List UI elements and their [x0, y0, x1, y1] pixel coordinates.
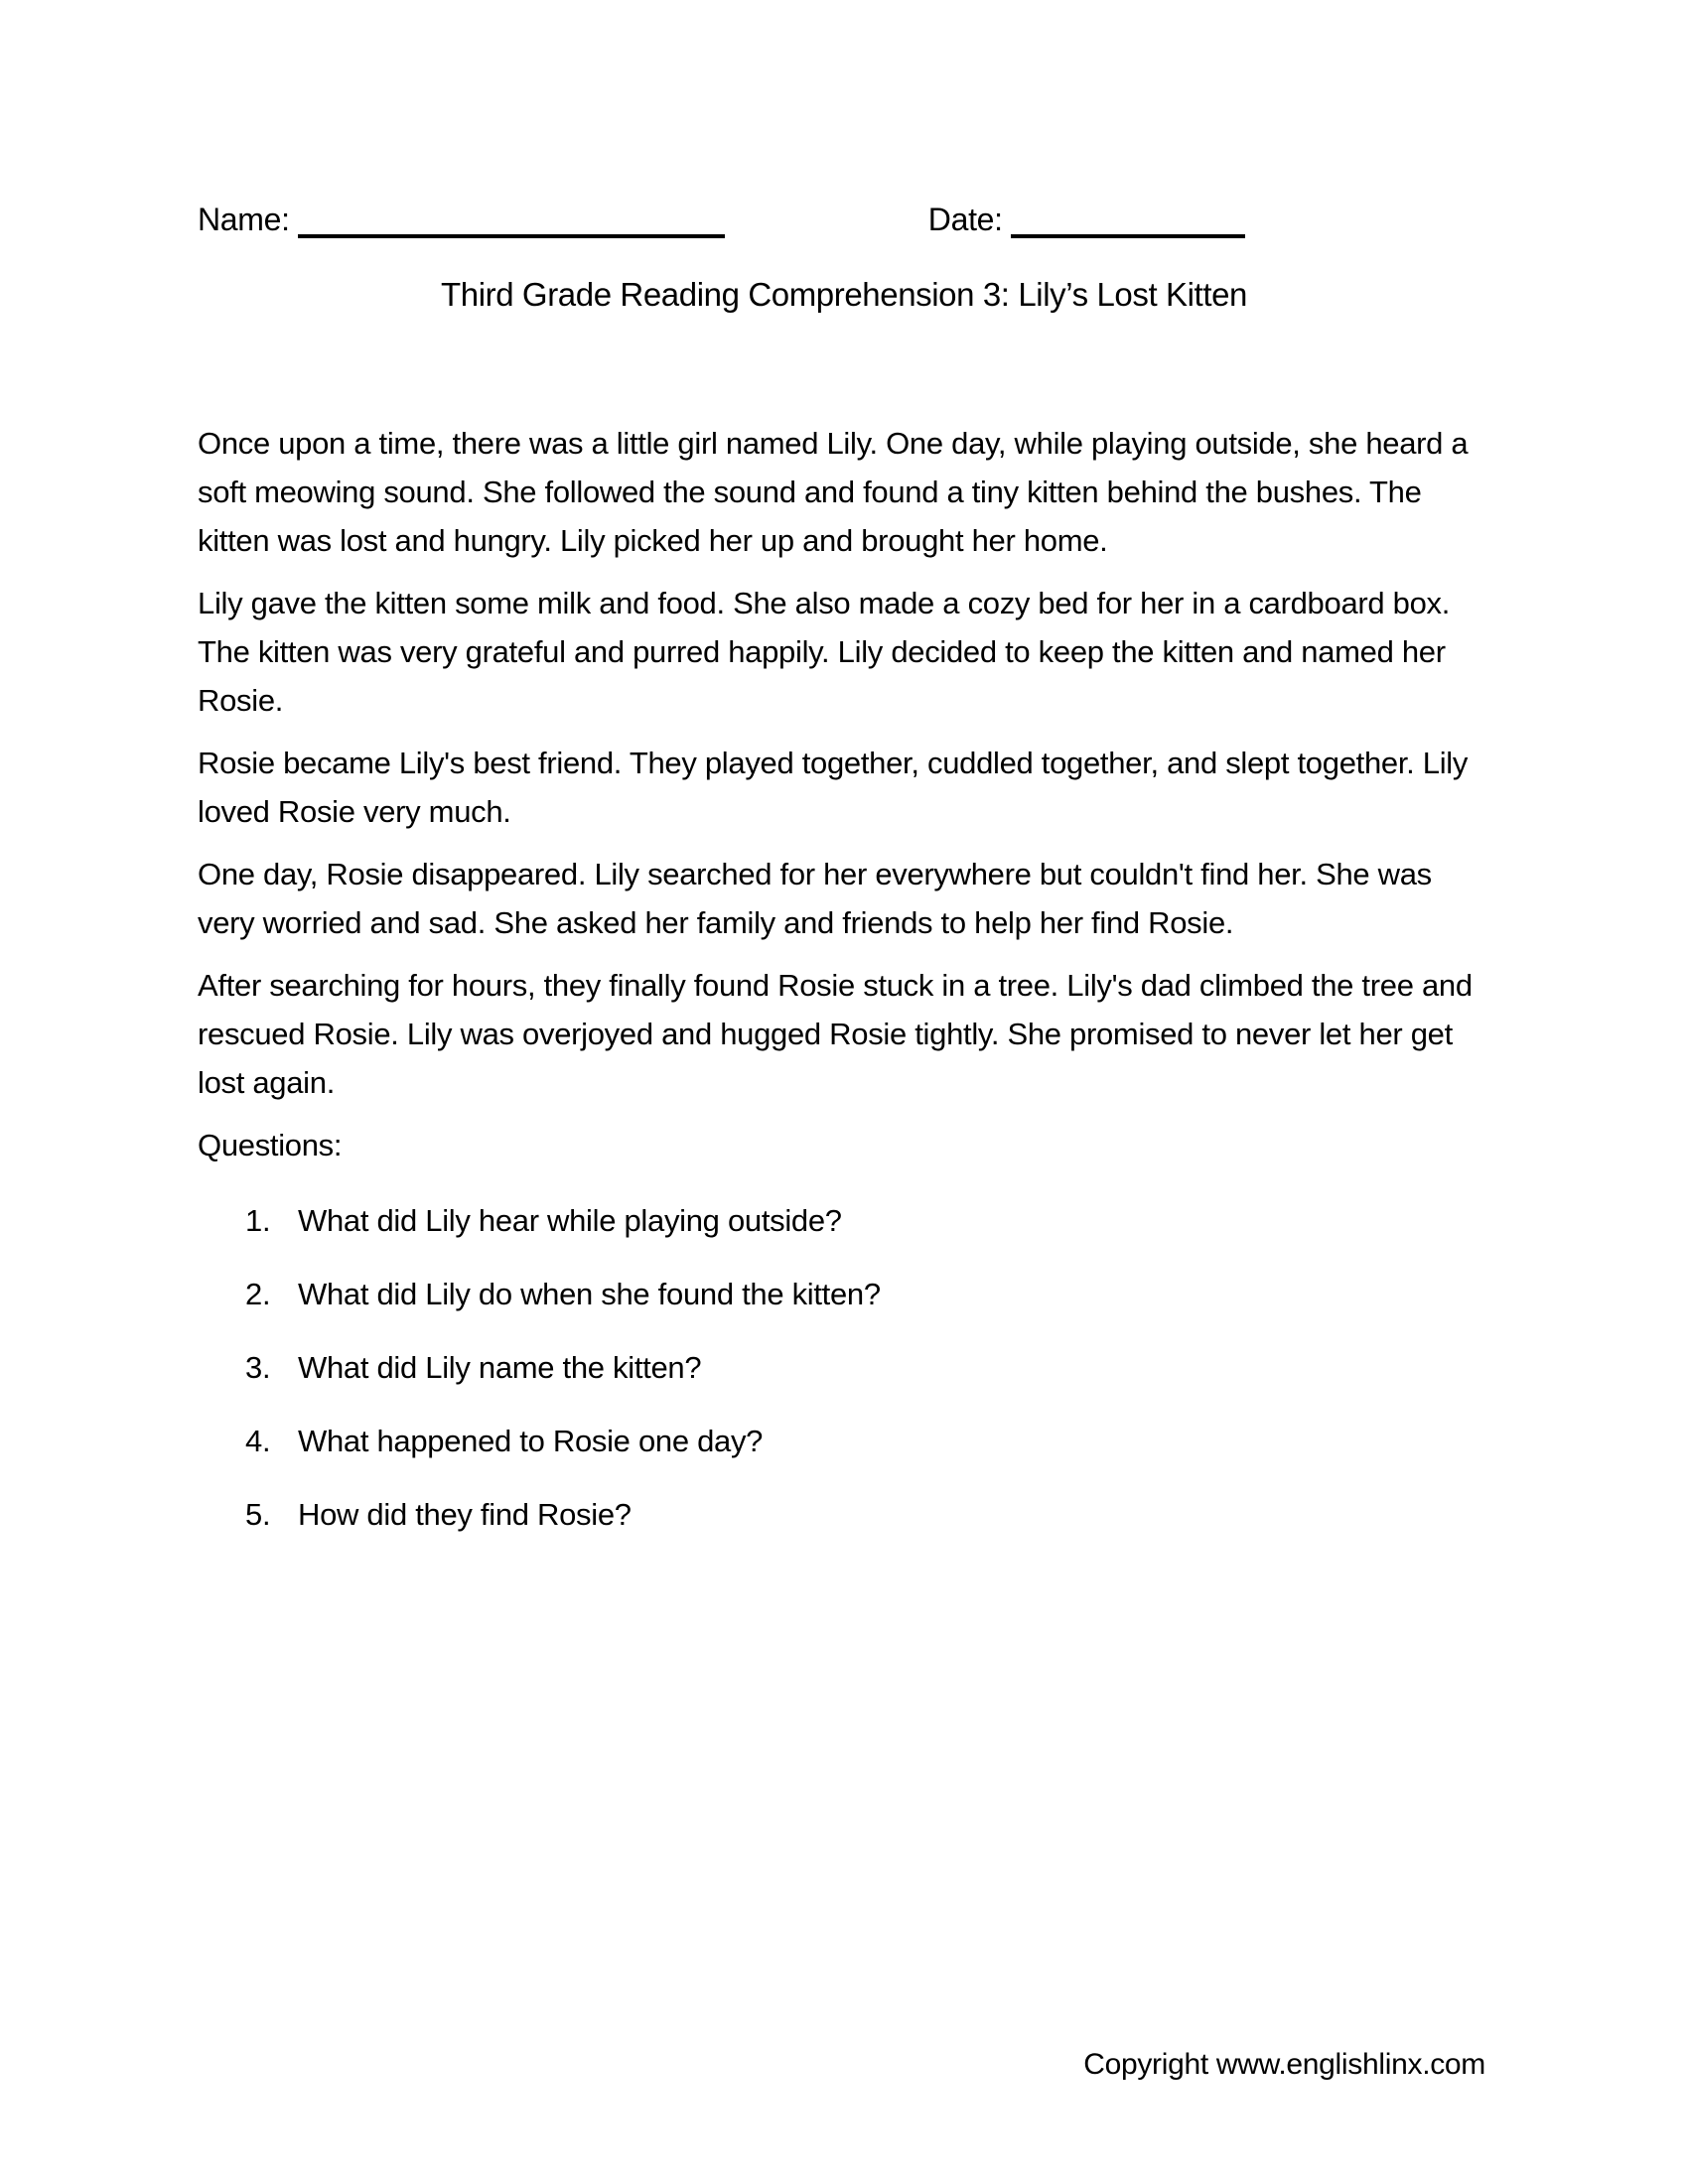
question-number: 4. [245, 1424, 271, 1458]
name-blank-line [298, 201, 725, 238]
worksheet-title: Third Grade Reading Comprehension 3: Lily’s Lost Kitten [440, 276, 1247, 313]
question-text: What did Lily do when she found the kitten? [298, 1277, 881, 1311]
question-item-5 [198, 1490, 1474, 1539]
name-field [198, 201, 725, 238]
question-item-2 [198, 1270, 1474, 1318]
name-date-row [198, 201, 1469, 238]
date-label: Date: [927, 202, 1003, 237]
question-text: What did Lily hear while playing outside? [298, 1203, 842, 1238]
question-item-3 [198, 1343, 1474, 1392]
question-number: 1. [245, 1203, 271, 1238]
story-paragraph-4: One day, Rosie disappeared. Lily searched for her everywhere but couldn't find her. She was very worried and sad. She asked her family and friends to help her find Rosie. [198, 857, 1432, 940]
question-item-4 [198, 1417, 1474, 1465]
questions-heading: Questions: [198, 1128, 343, 1162]
questions-list [198, 1196, 1474, 1539]
question-number: 2. [245, 1277, 271, 1311]
question-text: What did Lily name the kitten? [298, 1350, 702, 1385]
date-field [928, 201, 1245, 238]
date-blank-line [1011, 201, 1245, 238]
question-text: What happened to Rosie one day? [298, 1424, 764, 1458]
story-paragraph-3: Rosie became Lily's best friend. They played together, cuddled together, and slept together. Lily loved Rosie very much. [198, 746, 1469, 829]
question-number: 5. [245, 1497, 271, 1532]
story-paragraph-5: After searching for hours, they finally found Rosie stuck in a tree. Lily's dad climbed the tree and rescued Rosie. Lily was overjoyed and hugged Rosie tightly. She promised to never let her get lost again. [198, 968, 1473, 1100]
name-label: Name: [198, 202, 290, 237]
copyright-notice: Copyright www.englishlinx.com [1083, 2048, 1485, 2081]
story-paragraph-2: Lily gave the kitten some milk and food. She also made a cozy bed for her in a cardboard box. The kitten was very grateful and purred happily. Lily decided to keep the kitten and named her Rosie. [198, 586, 1451, 718]
question-item-1 [198, 1196, 1474, 1245]
story-passage [198, 419, 1474, 1564]
story-paragraph-1: Once upon a time, there was a little girl named Lily. One day, while playing outside, she heard a soft meowing sound. She followed the sound and found a tiny kitten behind the bushes. The kitten was lost and hungry. Lily picked her up and brought her home. [198, 426, 1469, 558]
question-text: How did they find Rosie? [298, 1497, 632, 1532]
question-number: 3. [245, 1350, 271, 1385]
